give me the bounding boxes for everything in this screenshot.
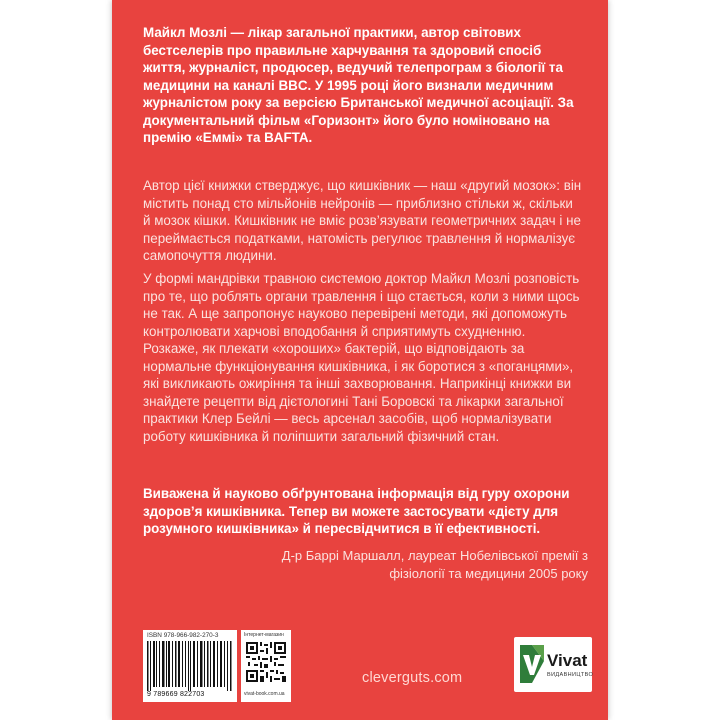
qr-code-icon: [246, 642, 286, 682]
qr-caption-bottom: vivat-book.com.ua: [244, 691, 285, 697]
isbn-barcode: [143, 630, 237, 702]
publisher-name: Vivat: [547, 651, 588, 670]
vivat-mark-icon: [520, 645, 544, 683]
author-bio: [143, 24, 583, 147]
website-url: cleverguts.com: [362, 670, 463, 686]
author-bio-text: — лікар загальної практики, автор світових бестселерів про правильне харчування та здоровий спосіб життя, журналіст, продюсер, ведучий телепрограм з біології та медицини на каналі BBC. У 1995 році його визнали медичним журналістом року за версією Британської медичної асоціації. За документальний фільм «Горизонт» його було номіновано на премію «Еммі» та BAFTA.: [143, 25, 574, 145]
barcode-icon: [147, 641, 233, 691]
publisher-subtitle: ВИДАВНИЦТВО: [547, 672, 594, 678]
quote-attribution: Д-р Баррі Маршалл, лауреат Нобелівської премії з фізіології та медицини 2005 року: [281, 548, 588, 581]
endorsement-quote: Виважена й науково обґрунтована інформація від гуру охорони здоров’я кишківника. Тепер ви можете застосувати «дієту для розумного кишківника» й пересвідчитися в її ефективності.: [143, 486, 570, 536]
book-back-cover: [112, 0, 608, 720]
publisher-logo: [514, 637, 592, 692]
isbn-label: ISBN 978-966-982-270-3: [147, 632, 219, 639]
author-name: Майкл Мозлі: [143, 25, 227, 40]
qr-caption-top: Інтернет-магазин: [244, 632, 284, 638]
barcode-number: 9 789669 822703: [147, 691, 205, 698]
description-paragraph-1: Автор цієї книжки стверджує, що кишківник — наш «другий мозок»: він містить понад сто мільйонів нейронів — приблизно стільки ж, скільки й мозок кішки. Кишківник не вміє розв’язувати геометричних задач і не переймається податками, натомість регулює травлення й нормалізує самопочуття людини.: [143, 178, 582, 263]
qr-code-block: [241, 630, 291, 702]
description-paragraph-2: У формі мандрівки травною системою доктор Майкл Мозлі розповість про те, що роблять органи травлення і що стається, коли з ними щось не так. А ще запропонує науково перевірені методи, які допоможуть контролювати харчові вподобання й сприятимуть схудненню. Розкаже, як плекати «хороших» бактерій, що відповідають за нормальне функціонування кишківника, і як боротися з «поганцями», які викликають ожиріння та інші захворювання. Наприкінці книжки ви знайдете рецепти від дієтологині Тані Боровскі та лікарки загальної практики Клер Бейлі — весь арсенал засобів, щоб нормалізувати роботу кишківника й поліпшити загальний фізичний стан.: [143, 271, 580, 444]
